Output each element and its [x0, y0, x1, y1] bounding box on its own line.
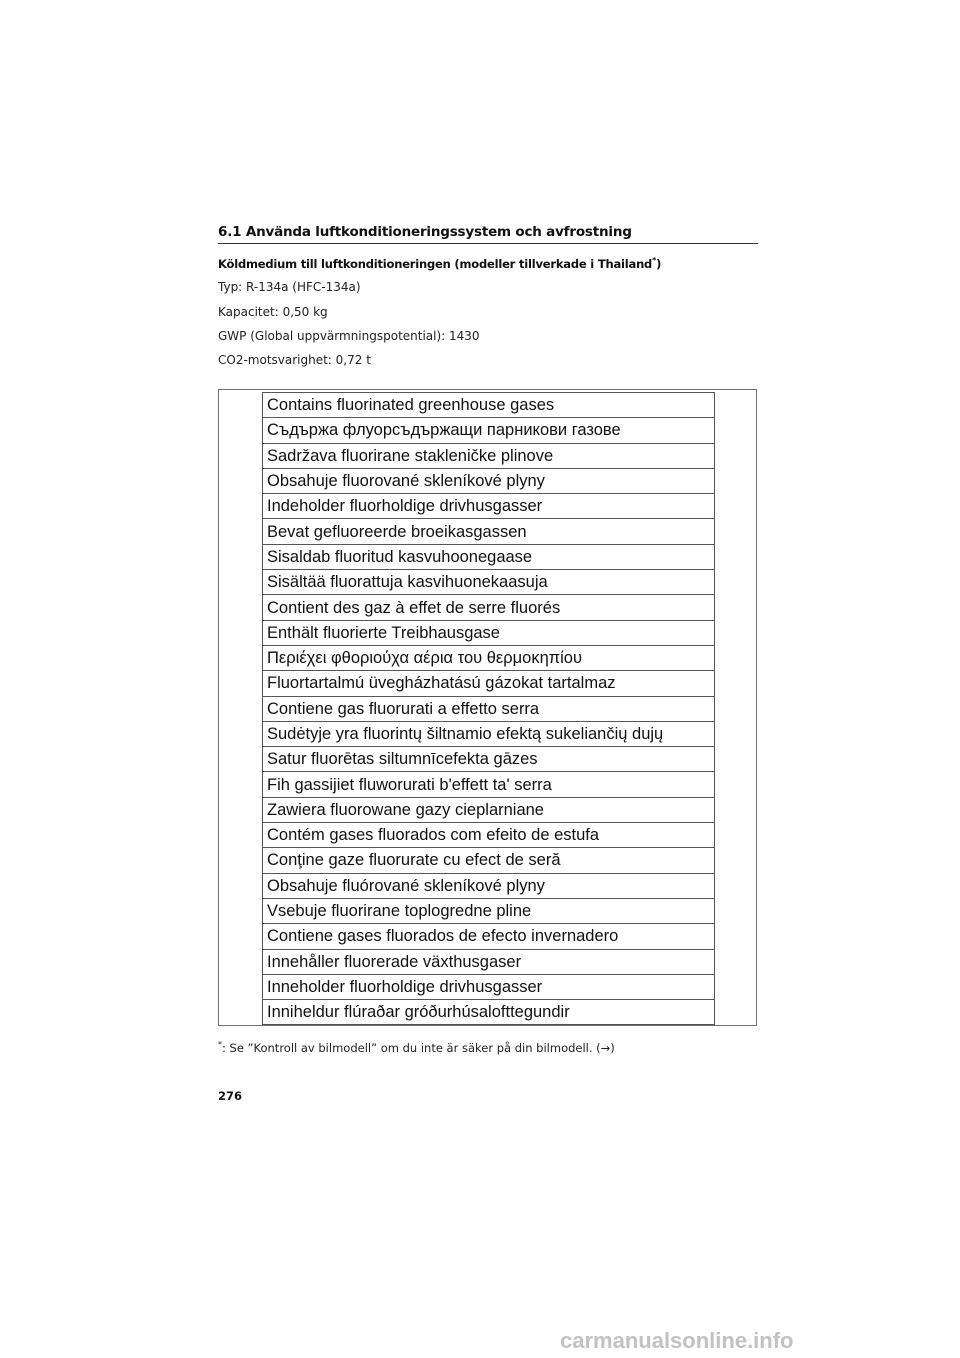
table-row — [263, 1000, 715, 1025]
table-row — [263, 418, 715, 443]
table-cell: Innehåller fluorerade växthusgaser — [263, 949, 715, 974]
table-cell: Sadržava fluorirane stakleničke plinove — [263, 443, 715, 468]
table-cell: Inneholder fluorholdige drivhusgasser — [263, 974, 715, 999]
table-row — [263, 974, 715, 999]
table-cell: Sisaldab fluoritud kasvuhoonegaase — [263, 544, 715, 569]
table-row — [263, 848, 715, 873]
page-number: 276 — [218, 1089, 243, 1103]
refrigerant-heading — [218, 256, 661, 271]
table-row — [263, 721, 715, 746]
table-cell: Fluortartalmú üvegházhatású gázokat tartalmaz — [263, 671, 715, 696]
table-cell: Bevat gefluoreerde broeikasgassen — [263, 519, 715, 544]
table-cell: Satur fluorētas siltumnīcefekta gāzes — [263, 747, 715, 772]
table-row — [263, 595, 715, 620]
spec-gwp: GWP (Global uppvärmningspotential): 1430 — [218, 329, 480, 343]
table-row — [263, 747, 715, 772]
table-cell: Contiene gas fluorurati a effetto serra — [263, 696, 715, 721]
table-cell: Vsebuje fluorirane toplogredne pline — [263, 898, 715, 923]
greenhouse-gas-label-table — [262, 392, 715, 1025]
table-cell: Conţine gaze fluorurate cu efect de seră — [263, 848, 715, 873]
refrigerant-heading-text: Köldmedium till luftkonditioneringen (modeller tillverkade i Thailand — [218, 256, 653, 271]
table-row — [263, 898, 715, 923]
footnote — [218, 1040, 615, 1055]
table-row — [263, 823, 715, 848]
table-row — [263, 393, 715, 418]
table-cell: Zawiera fluorowane gazy cieplarniane — [263, 797, 715, 822]
table-row — [263, 873, 715, 898]
table-row — [263, 797, 715, 822]
section-title: 6.1 Använda luftkonditioneringssystem och avfrostning — [218, 224, 758, 244]
refrigerant-heading-close: ) — [656, 256, 662, 271]
table-row — [263, 443, 715, 468]
table-row — [263, 696, 715, 721]
table-cell: Contient des gaz à effet de serre fluorés — [263, 595, 715, 620]
table-row — [263, 544, 715, 569]
table-row — [263, 468, 715, 493]
table-cell: Enthält fluorierte Treibhausgase — [263, 620, 715, 645]
table-cell: Съдържа флуорсъдържащи парникови газове — [263, 418, 715, 443]
table-row — [263, 570, 715, 595]
table-cell: Sisältää fluorattuja kasvihuonekaasuja — [263, 570, 715, 595]
table-row — [263, 620, 715, 645]
table-row — [263, 772, 715, 797]
table-cell: Contiene gases fluorados de efecto invernadero — [263, 924, 715, 949]
table-cell: Περιέχει φθοριούχα αέρια του θερμοκηπίου — [263, 645, 715, 670]
footnote-text: : Se ”Kontroll av bilmodell” om du inte är säker på din bilmodell. (→) — [222, 1040, 615, 1055]
table-row — [263, 671, 715, 696]
table-row — [263, 645, 715, 670]
table-row — [263, 494, 715, 519]
spec-capacity: Kapacitet: 0,50 kg — [218, 305, 328, 319]
spec-type: Typ: R-134a (HFC-134a) — [218, 280, 361, 294]
table-row — [263, 519, 715, 544]
spec-co2: CO2-motsvarighet: 0,72 t — [218, 353, 371, 367]
table-cell: Inniheldur flúraðar gróðurhúsalofttegundir — [263, 1000, 715, 1025]
table-cell: Contém gases fluorados com efeito de estufa — [263, 823, 715, 848]
watermark-text: carmanualsonline.info — [560, 1328, 794, 1353]
table-cell: Contains fluorinated greenhouse gases — [263, 393, 715, 418]
footnote-mark: * — [218, 1040, 222, 1049]
table-cell: Sudėtyje yra fluorintų šiltnamio efektą sukeliančių dujų — [263, 721, 715, 746]
table-row — [263, 924, 715, 949]
table-cell: Fih gassijiet fluworurati b'effett ta' serra — [263, 772, 715, 797]
footnote-marker: * — [652, 256, 657, 265]
table-row — [263, 949, 715, 974]
table-cell: Obsahuje fluorované skleníkové plyny — [263, 468, 715, 493]
table-cell: Indeholder fluorholdige drivhusgasser — [263, 494, 715, 519]
table-cell: Obsahuje fluórované skleníkové plyny — [263, 873, 715, 898]
